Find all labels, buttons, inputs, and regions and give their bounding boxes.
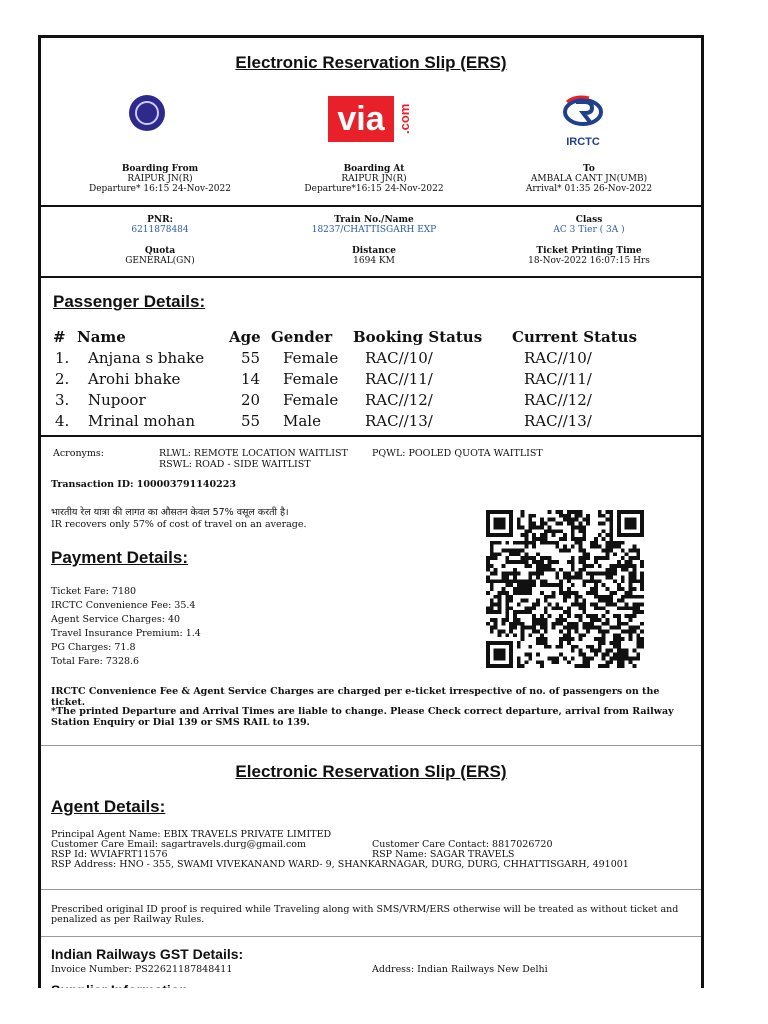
print-time-value: 18-Nov-2022 16:07:15 Hrs — [528, 256, 650, 266]
gst-section-title: Indian Railways GST Details: — [51, 946, 244, 962]
passenger-current-status: RAC//10/ — [524, 349, 592, 367]
divider — [41, 745, 701, 746]
agent-charges: Agent Service Charges: 40 — [51, 614, 181, 625]
passenger-table — [53, 328, 693, 433]
print-time — [484, 246, 694, 266]
passenger-name: Anjana s bhake — [88, 349, 205, 367]
boarding-at-departure: Departure*16:15 24-Nov-2022 — [304, 184, 444, 194]
col-header-name: Name — [77, 328, 126, 346]
passenger-num: 2. — [55, 370, 70, 388]
invoice-number: Invoice Number: PS22621187848411 — [51, 964, 233, 975]
passenger-gender: Female — [283, 391, 339, 409]
via-logo: via — [328, 96, 394, 142]
boarding-from — [55, 164, 265, 194]
fee-note: IRCTC Convenience Fee & Agent Service Charges are charged per e-ticket irrespective of no. of passengers on the ticket. — [51, 686, 660, 708]
divider — [41, 276, 701, 278]
via-logo-suffix: .com — [397, 103, 412, 135]
col-header-age: Age — [229, 328, 261, 346]
ers-document — [38, 35, 704, 995]
total-fare: Total Fare: 7328.6 — [51, 656, 140, 667]
to-station: AMBALA CANT JN(UMB) — [530, 174, 648, 184]
qr-code-icon — [481, 510, 649, 668]
agent-email: Customer Care Email: sagartravels.durg@gmail.com — [51, 839, 307, 850]
divider — [41, 435, 701, 437]
divider — [41, 889, 701, 890]
indian-railways-logo-icon — [129, 95, 165, 131]
passenger-age: 55 — [241, 412, 261, 430]
passenger-gender: Female — [283, 370, 339, 388]
ticket-fare: Ticket Fare: 7180 — [51, 586, 137, 597]
boarding-at-station: RAIPUR JN(R) — [341, 174, 407, 184]
passenger-booking-status: RAC//11/ — [365, 370, 433, 388]
acronym-pqwl: PQWL: POOLED QUOTA WAITLIST — [372, 448, 543, 459]
passenger-name: Mrinal mohan — [88, 412, 196, 430]
quota — [55, 246, 265, 266]
class-label: Class — [575, 215, 603, 225]
passenger-current-status: RAC//11/ — [524, 370, 592, 388]
divider — [41, 936, 701, 937]
pnr-value: 6211878484 — [131, 225, 189, 235]
pnr — [55, 215, 265, 235]
rsp-id: RSP Id: WVIAFRT11576 — [51, 849, 168, 860]
divider — [41, 205, 701, 207]
boarding-from-departure: Departure* 16:15 24-Nov-2022 — [89, 184, 231, 194]
distance-value: 1694 KM — [353, 256, 395, 266]
passenger-name: Arohi bhake — [88, 370, 181, 388]
col-header-gender: Gender — [271, 328, 333, 346]
col-header-num: # — [53, 328, 66, 346]
irctc-fee: IRCTC Convenience Fee: 35.4 — [51, 600, 196, 611]
payment-lines — [51, 585, 201, 669]
rsp-name: RSP Name: SAGAR TRAVELS — [372, 849, 515, 860]
train-value: 18237/CHATTISGARH EXP — [311, 225, 437, 235]
boarding-from-station: RAIPUR JN(R) — [127, 174, 193, 184]
passenger-gender: Male — [283, 412, 321, 430]
irctc-logo-text: IRCTC — [566, 136, 600, 148]
passenger-num: 1. — [55, 349, 70, 367]
passenger-age: 14 — [241, 370, 261, 388]
passenger-name: Nupoor — [88, 391, 146, 409]
acronym-rswl: RSWL: ROAD - SIDE WAITLIST — [159, 459, 311, 470]
time-note: *The printed Departure and Arrival Times are liable to change. Please Check correct departure, arrival from Railway Station Enquiry or Dial 139 or SMS RAIL to 139. — [51, 706, 674, 728]
train — [269, 215, 479, 235]
pnr-label: PNR: — [147, 215, 173, 225]
class — [484, 215, 694, 235]
passenger-gender: Female — [283, 349, 339, 367]
id-proof-note: Prescribed original ID proof is required while Traveling along with SMS/VRM/ERS otherwise will be treated as without ticket and penalized as per Railway Rules. — [51, 904, 679, 925]
print-time-label: Ticket Printing Time — [536, 246, 642, 256]
page-bottom-margin — [0, 988, 768, 1024]
quota-label: Quota — [144, 246, 176, 256]
quota-value: GENERAL(GN) — [125, 256, 195, 266]
qr-finder-center — [625, 518, 637, 530]
passenger-section-title: Passenger Details: — [53, 292, 206, 311]
irctc-logo-icon — [559, 92, 607, 148]
insurance-premium: Travel Insurance Premium: 1.4 — [51, 628, 201, 639]
passenger-booking-status: RAC//13/ — [365, 412, 433, 430]
col-header-current: Current Status — [512, 328, 638, 346]
col-header-booking: Booking Status — [353, 328, 483, 346]
passenger-age: 20 — [241, 391, 261, 409]
passenger-booking-status: RAC//10/ — [365, 349, 433, 367]
passenger-age: 55 — [241, 349, 261, 367]
acronym-rlwl: RLWL: REMOTE LOCATION WAITLIST — [159, 448, 348, 459]
distance — [269, 246, 479, 266]
passenger-num: 4. — [55, 412, 70, 430]
boarding-at — [269, 164, 479, 194]
transaction-id: Transaction ID: 100003791140223 — [51, 479, 236, 490]
to-label: To — [583, 164, 595, 174]
destination — [484, 164, 694, 194]
cost-note-english: IR recovers only 57% of cost of travel on an average. — [51, 519, 307, 530]
boarding-at-label: Boarding At — [343, 164, 405, 174]
qr-finder-center — [494, 649, 506, 661]
ers-title-2: Electronic Reservation Slip (ERS) — [235, 762, 507, 781]
payment-section-title: Payment Details: — [51, 548, 188, 567]
distance-label: Distance — [351, 246, 397, 256]
passenger-current-status: RAC//13/ — [524, 412, 592, 430]
pg-charges: PG Charges: 71.8 — [51, 642, 136, 653]
rsp-address: RSP Address: HNO - 355, SWAMI VIVEKANAND WARD- 9, SHANKARNAGAR, DURG, DURG, CHHATTISGARH, 491001 — [51, 859, 629, 870]
qr-finder-center — [494, 518, 506, 530]
agent-contact: Customer Care Contact: 8817026720 — [372, 839, 553, 850]
to-arrival: Arrival* 01:35 26-Nov-2022 — [525, 184, 653, 194]
passenger-booking-status: RAC//12/ — [365, 391, 433, 409]
cost-note-hindi: भारतीय रेल यात्रा की लागत का औसतन केवल 57% वसूल करती है। — [51, 507, 289, 518]
gst-address: Address: Indian Railways New Delhi — [372, 964, 548, 975]
passenger-num: 3. — [55, 391, 70, 409]
class-value: AC 3 Tier ( 3A ) — [553, 225, 625, 235]
boarding-from-label: Boarding From — [121, 164, 199, 174]
train-label: Train No./Name — [334, 215, 414, 225]
ers-title: Electronic Reservation Slip (ERS) — [235, 53, 507, 72]
passenger-current-status: RAC//12/ — [524, 391, 592, 409]
agent-principal: Principal Agent Name: EBIX TRAVELS PRIVATE LIMITED — [51, 829, 332, 840]
agent-section-title: Agent Details: — [51, 797, 166, 816]
acronyms-label: Acronyms: — [53, 448, 105, 459]
